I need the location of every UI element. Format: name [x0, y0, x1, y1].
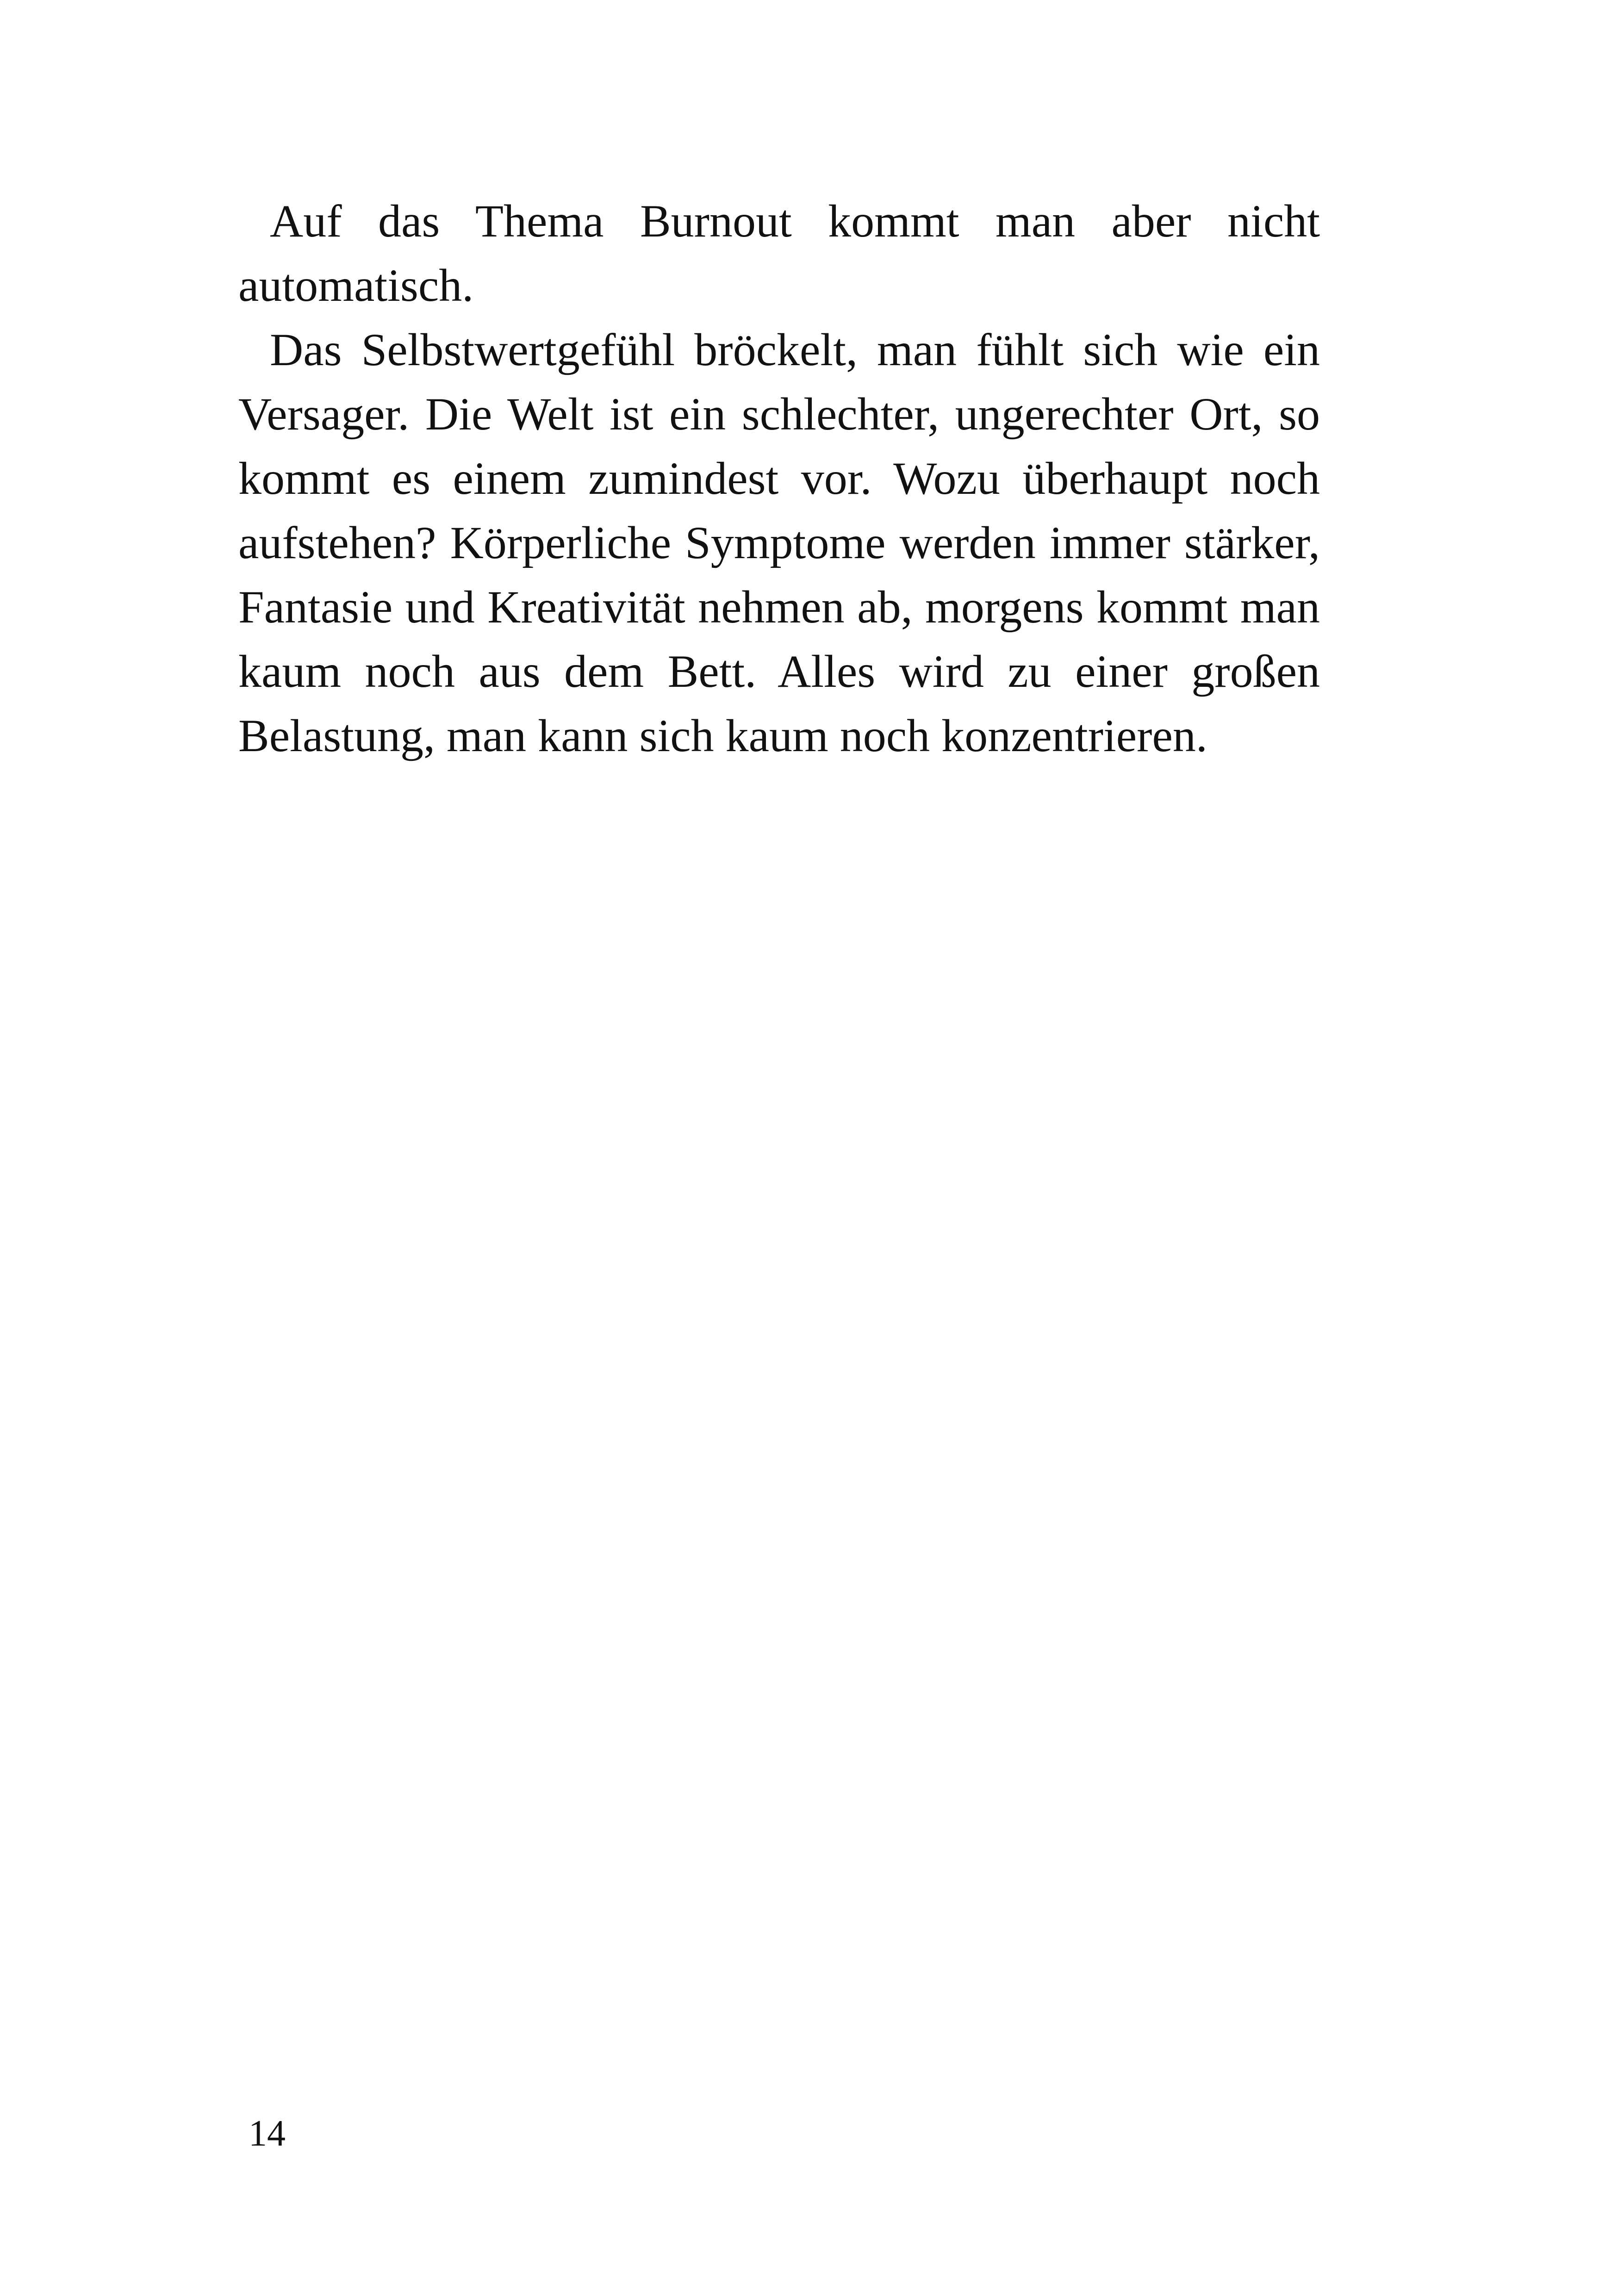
- body-text: [238, 189, 1320, 768]
- paragraph-2: Das Selbstwertgefühl bröckelt, man fühlt sich wie ein Versager. Die Welt ist ein schlechter, ungerechter Ort, so kommt es einem zumindest vor. Wozu überhaupt noch aufstehen? Körperliche Symptome werden immer stärker, Fantasie und Kreativität nehmen ab, morgens kommt man kaum noch aus dem Bett. Alles wird zu einer großen Belastung, man kann sich kaum noch konzentrieren.: [238, 324, 1320, 761]
- paragraph-1: Auf das Thema Burnout kommt man aber nicht automatisch.: [238, 195, 1320, 311]
- page-number: 14: [249, 2113, 286, 2154]
